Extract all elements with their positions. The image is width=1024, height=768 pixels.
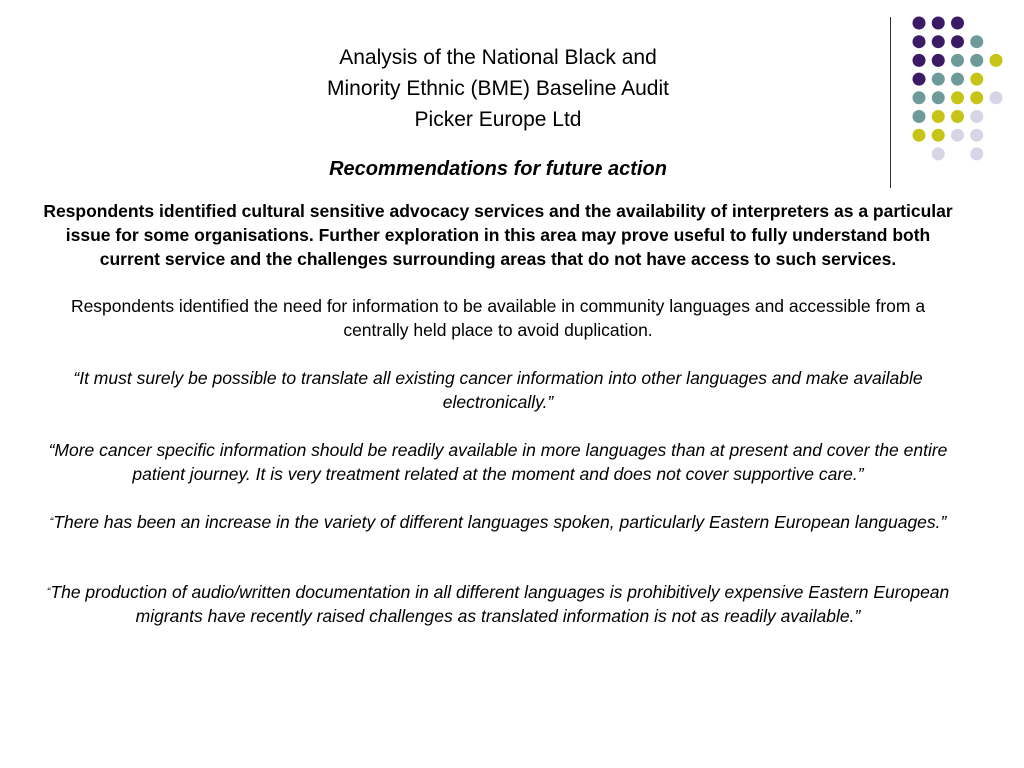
decor-dot: [932, 17, 945, 30]
decor-dot: [970, 54, 983, 67]
info-need-paragraph: Respondents identified the need for information to be available in community languages and accessible from a centrally held place to avoid duplication.: [70, 296, 926, 340]
slide-title: [40, 42, 956, 135]
quote-2-text: “More cancer specific information should be readily available in more languages than at present and cover the entire patient journey. It is very treatment related at the moment and does not cover supportive care.”: [48, 440, 948, 484]
quote-4-text: The production of audio/written documentation in all different languages is prohibitively expensive Eastern European migrants have recently raised challenges as translated information is not as readily available.”: [50, 582, 950, 626]
decor-dot: [970, 73, 983, 86]
title-line-2: Minority Ethnic (BME) Baseline Audit: [327, 77, 669, 100]
quote-1-text: “It must surely be possible to translate all existing cancer information into other languages and make available electronically.”: [73, 368, 923, 412]
slide-content: [40, 42, 956, 628]
quote-3-text: There has been an increase in the variety of different languages spoken, particularly Eastern European languages.”: [53, 512, 947, 532]
quote-4-open-mark: “: [46, 586, 51, 598]
decor-dot: [951, 17, 964, 30]
bold-intro-paragraph: Respondents identified cultural sensitive advocacy services and the availability of interpreters as a particular issue for some organisations. Further exploration in this area may prove useful to fully understand both current service and the challenges surrounding areas that do not have access to such services.: [43, 201, 953, 269]
quote-3: [40, 510, 956, 534]
quote-2: [40, 438, 956, 486]
decor-dot: [970, 91, 983, 104]
title-line-1: Analysis of the National Black and: [339, 46, 657, 69]
decor-dot: [970, 110, 983, 123]
quote-4: [40, 580, 956, 628]
decor-dot: [970, 35, 983, 48]
decor-dot: [990, 54, 1003, 67]
decor-dot: [990, 91, 1003, 104]
decor-dot: [970, 147, 983, 160]
slide-subtitle: Recommendations for future action: [329, 158, 667, 180]
decor-dot: [970, 129, 983, 142]
quote-3-open-mark: “: [49, 516, 54, 528]
decor-dot: [913, 17, 926, 30]
quote-1: [40, 366, 956, 414]
title-line-3: Picker Europe Ltd: [414, 108, 582, 131]
